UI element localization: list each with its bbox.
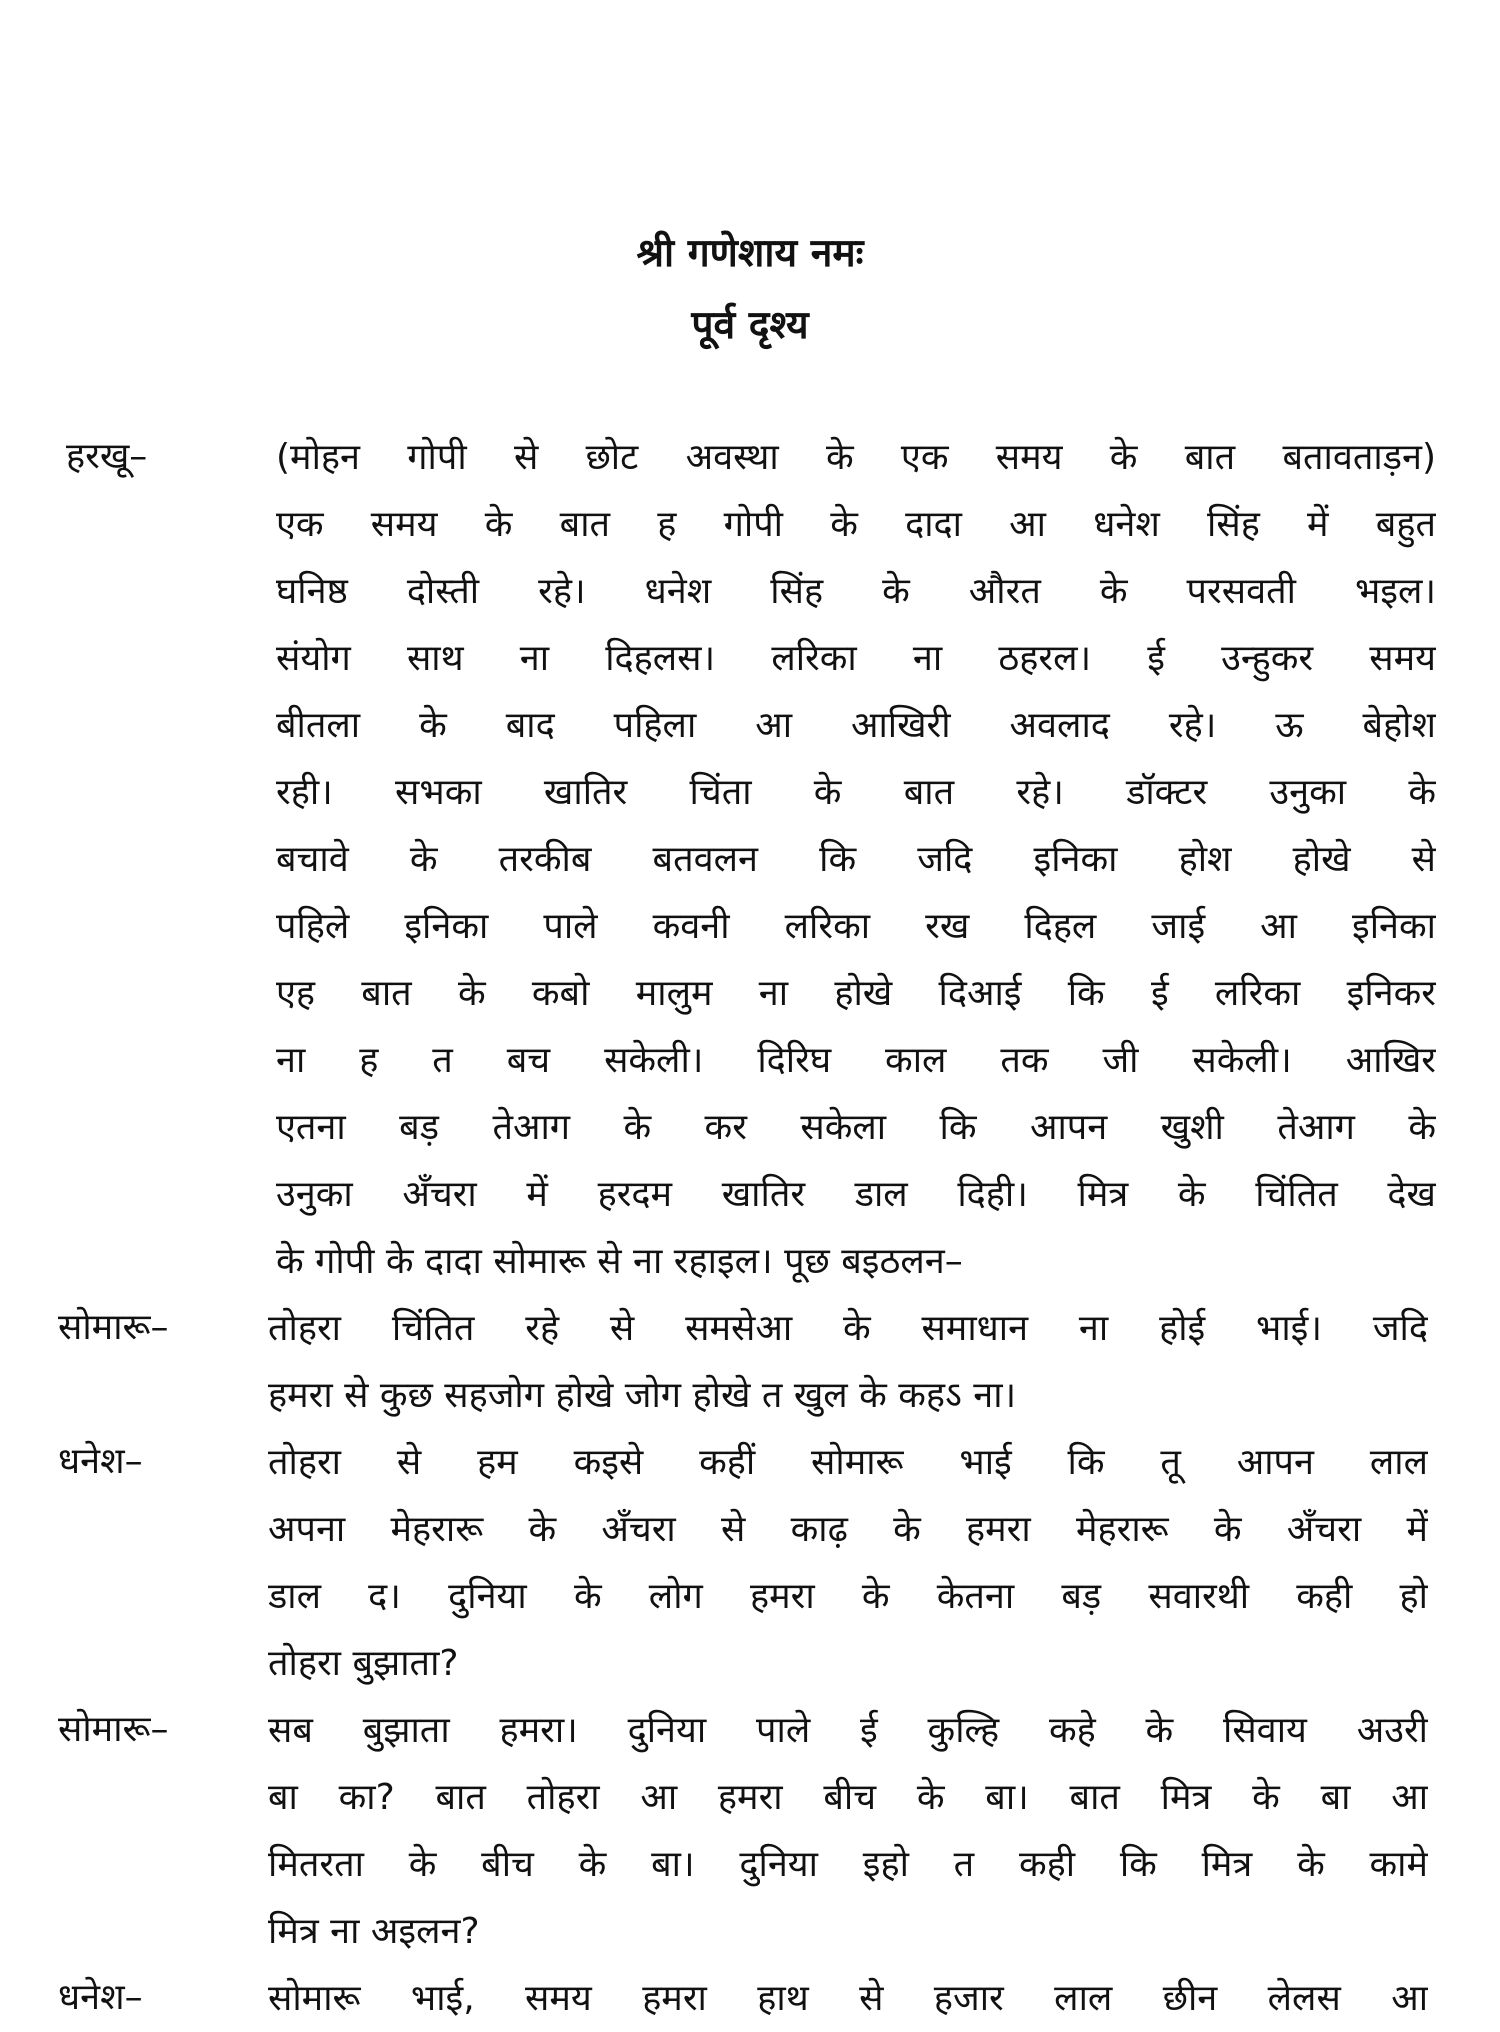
- dialogue-turn: [58, 1965, 1458, 2032]
- dialogue-text: [268, 1429, 1428, 1697]
- scene-title: पूर्व दृश्य: [691, 303, 809, 348]
- dialogue-line: घनिष्ठ दोस्ती रहे। धनेश सिंह के औरत के परसवती भइल।: [276, 571, 1436, 612]
- dialogue-turn: [58, 1697, 1458, 1965]
- dialogue-line: एतना बड़ तेआग के कर सकेला कि आपन खुशी तेआग के: [276, 1107, 1436, 1148]
- dialogue-line: मित्र ना अइलन?: [268, 1911, 480, 1952]
- dialogue-line: बचावे के तरकीब बतवलन कि जदि इनिका होश होखे से: [276, 839, 1436, 880]
- dialogue-text: [268, 1295, 1428, 1429]
- dialogue-line: एह बात के कबो मालुम ना होखे दिआई कि ई लरिका इनिकर: [276, 973, 1436, 1014]
- dialogue-line: हमरा से कुछ सहजोग होखे जोग होखे त खुल के कहऽ ना।: [268, 1375, 1017, 1416]
- speaker-name: सोमारू–: [58, 1709, 169, 1750]
- speaker-name: हरखू–: [66, 436, 148, 477]
- dialogue-text: [276, 424, 1436, 1295]
- dialogue-line: डाल द। दुनिया के लोग हमरा के केतना बड़ सवारथी कही हो: [268, 1576, 1428, 1617]
- speaker-name: सोमारू–: [58, 1307, 169, 1348]
- dialogue-line: (मोहन गोपी से छोट अवस्था के एक समय के बात बतावताड़न): [276, 437, 1436, 478]
- dialogue-turn: [58, 1429, 1458, 1697]
- dialogue-line: ना ह त बच सकेली। दिरिघ काल तक जी सकेली। आखिर: [276, 1040, 1436, 1081]
- dialogue-line: मितरता के बीच के बा। दुनिया इहो त कही कि मित्र के कामे: [268, 1844, 1428, 1885]
- dialogue-line: बा का? बात तोहरा आ हमरा बीच के बा। बात मित्र के बा आ: [268, 1777, 1428, 1818]
- dialogue-script: [58, 424, 1458, 2032]
- dialogue-line: बीतला के बाद पहिला आ आखिरी अवलाद रहे। ऊ बेहोश: [276, 705, 1436, 746]
- dialogue-turn: [58, 1295, 1458, 1429]
- dialogue-line: संयोग साथ ना दिहलस। लरिका ना ठहरल। ई उन्हुकर समय: [276, 638, 1436, 679]
- dialogue-line: के गोपी के दादा सोमारू से ना रहाइल। पूछ बइठलन–: [276, 1241, 963, 1282]
- speaker-name: धनेश–: [58, 1977, 143, 2018]
- dialogue-line: सब बुझाता हमरा। दुनिया पाले ई कुल्हि कहे के सिवाय अउरी: [268, 1710, 1428, 1751]
- dialogue-turn: [58, 424, 1458, 1295]
- speaker-name: धनेश–: [58, 1441, 143, 1482]
- dialogue-line: रही। सभका खातिर चिंता के बात रहे। डॉक्टर उनुका के: [276, 772, 1436, 813]
- dialogue-line: अपना मेहरारू के अँचरा से काढ़ के हमरा मेहरारू के अँचरा में: [268, 1509, 1428, 1550]
- dialogue-line: तोहरा बुझाता?: [268, 1643, 459, 1684]
- dialogue-line: सोमारू भाई, समय हमरा हाथ से हजार लाल छीन लेलस आ: [268, 1978, 1428, 2019]
- dialogue-line: तोहरा से हम कइसे कहीं सोमारू भाई कि तू आपन लाल: [268, 1442, 1428, 1483]
- dialogue-line: एक समय के बात ह गोपी के दादा आ धनेश सिंह में बहुत: [276, 504, 1436, 545]
- invocation-heading: श्री गणेशाय नमः: [636, 231, 864, 276]
- dialogue-text: [268, 1697, 1428, 1965]
- dialogue-line: उनुका अँचरा में हरदम खातिर डाल दिही। मित्र के चिंतित देख: [276, 1174, 1436, 1215]
- dialogue-text: [268, 1965, 1428, 2032]
- dialogue-line: तोहरा चिंतित रहे से समसेआ के समाधान ना होई भाई। जदि: [268, 1308, 1428, 1349]
- dialogue-line: पहिले इनिका पाले कवनी लरिका रख दिहल जाई आ इनिका: [276, 906, 1436, 947]
